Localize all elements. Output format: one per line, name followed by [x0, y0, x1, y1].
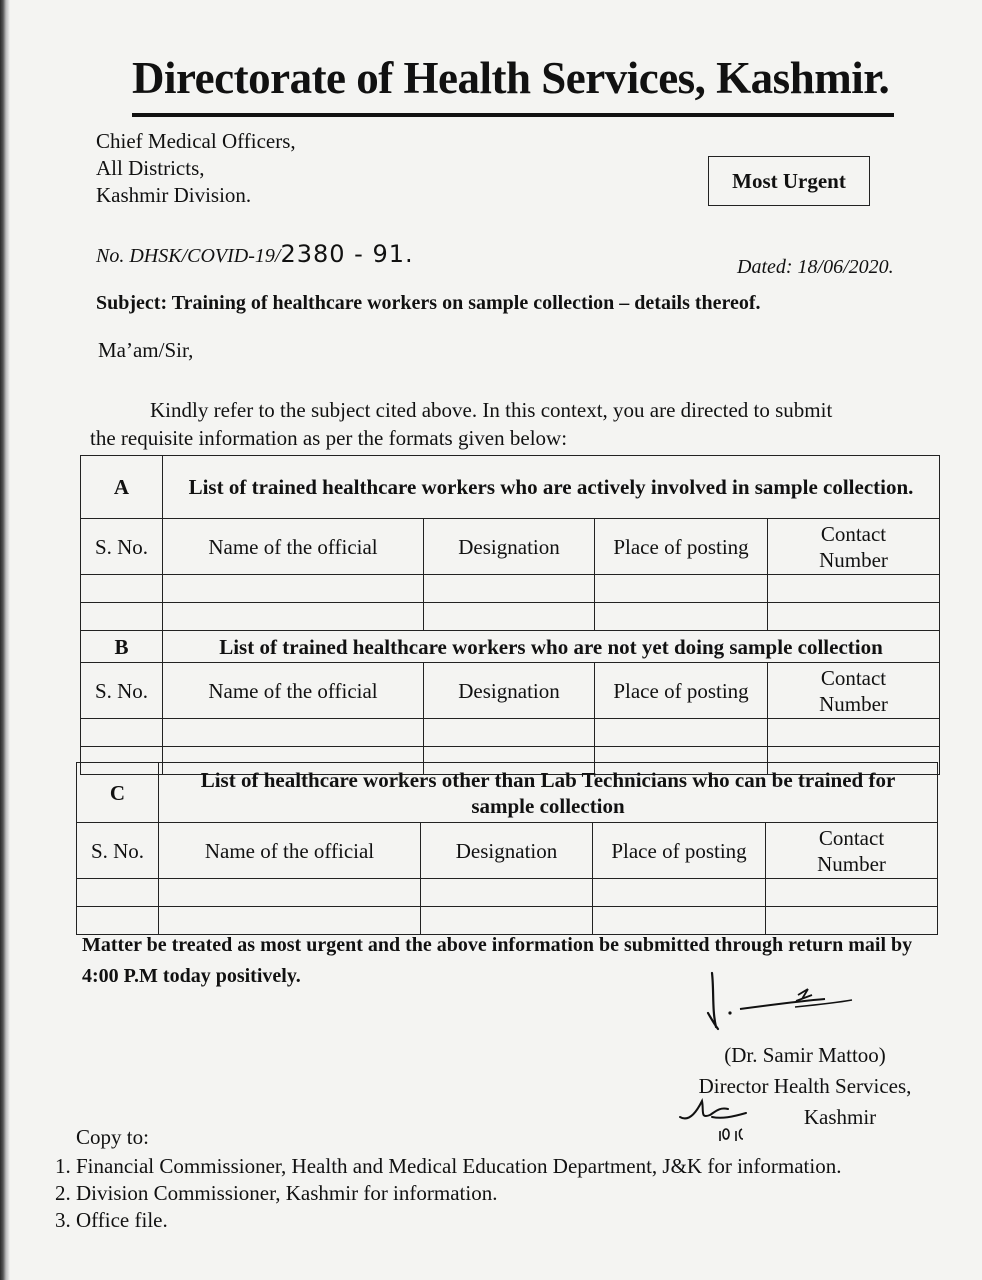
- col-header-place: Place of posting: [593, 823, 766, 879]
- column-header-row: [77, 823, 938, 879]
- table-heading: List of trained healthcare workers who are not yet doing sample collection: [163, 631, 940, 663]
- urgency-box: [708, 156, 870, 206]
- letterhead-title: Directorate of Health Services, Kashmir.: [132, 53, 890, 103]
- reference-number: [96, 240, 414, 268]
- urgency-label: Most Urgent: [732, 168, 846, 193]
- col-header-name: Name of the official: [159, 823, 421, 879]
- date-line: Dated: 18/06/2020.: [737, 256, 894, 278]
- list-item: 1. Financial Commissioner, Health and Medical Education Department, J&K for information.: [76, 1153, 966, 1180]
- addressee-line: All Districts,: [96, 156, 205, 180]
- column-header-row: [81, 519, 940, 575]
- intro-line: Kindly refer to the subject cited above. In this context, you are directed to submit: [150, 398, 833, 422]
- col-header-sno: S. No.: [81, 663, 163, 719]
- col-header-name: Name of the official: [163, 663, 424, 719]
- table-row: [81, 575, 940, 603]
- intro-line: the requisite information as per the formats given below:: [90, 426, 568, 450]
- col-header-sno: S. No.: [77, 823, 159, 879]
- col-header-designation: Designation: [424, 663, 595, 719]
- table-letter: A: [81, 456, 163, 519]
- col-header-contact: Contact Number: [766, 823, 938, 879]
- table-heading: List of trained healthcare workers who are actively involved in sample collection.: [163, 456, 940, 519]
- col-header-designation: Designation: [421, 823, 593, 879]
- col-header-name: Name of the official: [163, 519, 424, 575]
- column-header-row: [81, 663, 940, 719]
- col-header-designation: Designation: [424, 519, 595, 575]
- list-item: 3. Office file.: [76, 1207, 966, 1234]
- title-underline: [132, 113, 894, 117]
- copy-to-list: [40, 1153, 966, 1234]
- col-header-place: Place of posting: [595, 663, 768, 719]
- table-letter: B: [81, 631, 163, 663]
- signature-mark: [700, 965, 860, 1035]
- scan-edge-shadow: [0, 0, 10, 1280]
- table-row: [77, 879, 938, 907]
- table-letter: C: [77, 763, 159, 823]
- reference-prefix: No. DHSK/COVID-19/: [96, 245, 281, 267]
- addressee-line: Chief Medical Officers,: [96, 129, 296, 153]
- reference-handwritten: 2380 - 91.: [280, 240, 414, 268]
- list-item: 2. Division Commissioner, Kashmir for information.: [76, 1180, 966, 1207]
- salutation: Ma’am/Sir,: [98, 338, 194, 362]
- table-row: [81, 603, 940, 631]
- table-a: [80, 455, 940, 775]
- col-header-contact: Contact Number: [768, 519, 940, 575]
- intro-paragraph: [90, 396, 932, 452]
- signatory-designation: Director Health Services,: [698, 1074, 912, 1098]
- copy-to-label: Copy to:: [76, 1125, 149, 1149]
- signatory-place: Kashmir: [803, 1105, 877, 1129]
- closing-instruction: Matter be treated as most urgent and the above information be submitted through return mail by 4:00 P.M today positively.: [82, 934, 913, 987]
- addressee-line: Kashmir Division.: [96, 183, 252, 207]
- addressee-block: [96, 128, 296, 209]
- table-row: [81, 719, 940, 747]
- table-heading: List of healthcare workers other than Lab Technicians who can be trained for sample collection: [159, 763, 938, 823]
- signatory-name: (Dr. Samir Mattoo): [724, 1043, 886, 1067]
- subject-line: Subject: Training of healthcare workers on sample collection – details thereof.: [96, 292, 761, 314]
- table-c: [76, 762, 938, 935]
- col-header-contact: Contact Number: [768, 663, 940, 719]
- initials-mark: [676, 1095, 756, 1145]
- col-header-place: Place of posting: [595, 519, 768, 575]
- col-header-sno: S. No.: [81, 519, 163, 575]
